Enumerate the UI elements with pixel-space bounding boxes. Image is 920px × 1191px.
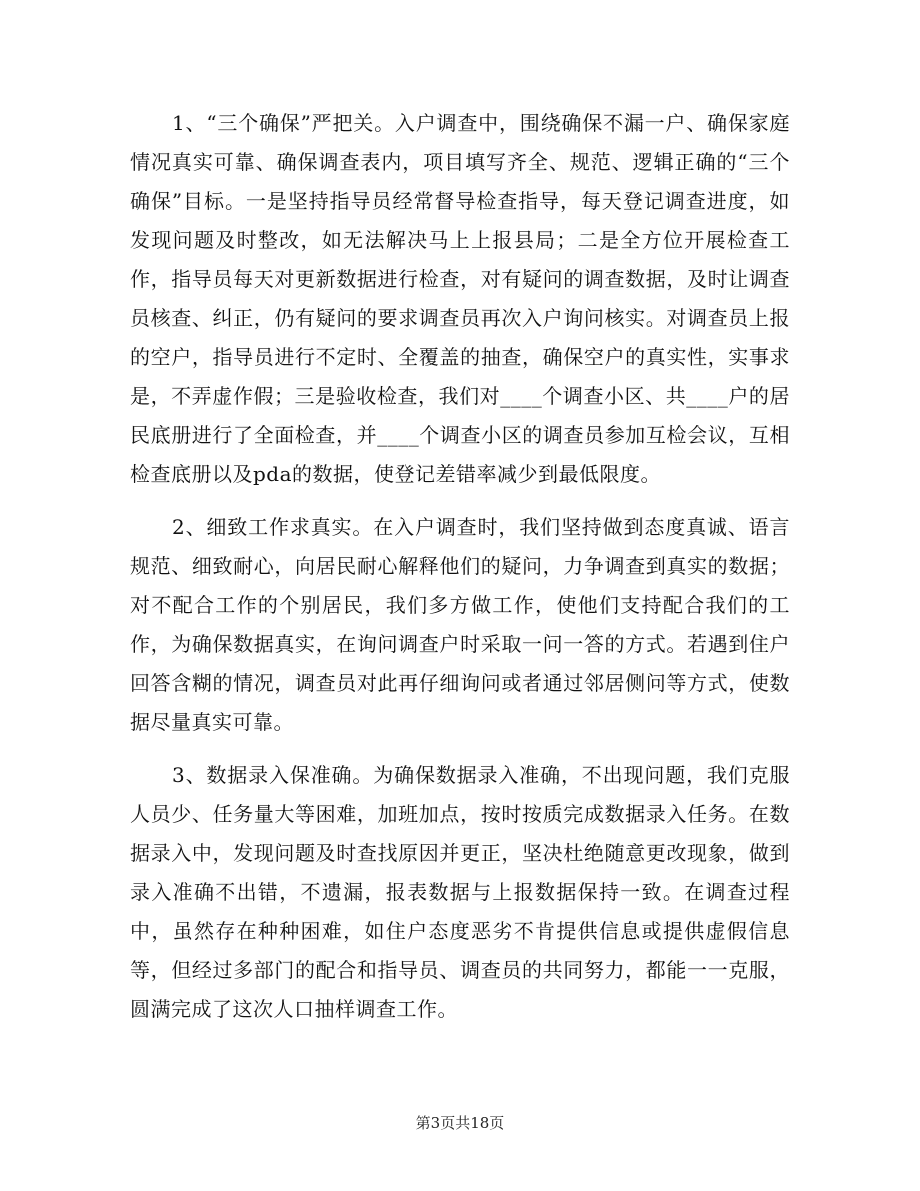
paragraph-1: 1、“三个确保”严把关。入户调查中，围绕确保不漏一户、确保家庭情况真实可靠、确保调查表内，项目填写齐全、规范、逻辑正确的“三个确保”目标。一是坚持指导员经常督导检查指导，每天登记调查进度，如发现问题及时整改，如无法解决马上上报县局；二是全方位开展检查工作，指导员每天对更新数据进行检查，对有疑问的调查数据，及时让调查员核查、纠正，仍有疑问的要求调查员再次入户询问核实。对调查员上报的空户，指导员进行不定时、全覆盖的抽查，确保空户的真实性，实事求是，不弄虚作假；三是验收检查，我们对____个调查小区、共____户的居民底册进行了全面检查，并____个调查小区的调查员参加互检会议，互相检查底册以及pda的数据，使登记差错率减少到最低限度。 [130, 111, 790, 486]
paragraph-2: 2、细致工作求真实。在入户调查时，我们坚持做到态度真诚、语言规范、细致耐心，向居民耐心解释他们的疑问，力争调查到真实的数据；对不配合工作的个别居民，我们多方做工作，使他们支持配合我们的工作，为确保数据真实，在询问调查户时采取一问一答的方式。若遇到住户回答含糊的情况，调查员对此再仔细询问或者通过邻居侧问等方式，使数据尽量真实可靠。 [130, 515, 790, 734]
page-number-footer: 第3页共18页 [415, 1114, 505, 1132]
paragraph-3: 3、数据录入保准确。为确保数据录入准确，不出现问题，我们克服人员少、任务量大等困难，加班加点，按时按质完成数据录入任务。在数据录入中，发现问题及时查找原因并更正，坚决杜绝随意更改现象，做到录入准确不出错，不遗漏，报表数据与上报数据保持一致。在调查过程中，虽然存在种种困难，如住户态度恶劣不肯提供信息或提供虚假信息等，但经过多部门的配合和指导员、调查员的共同努力，都能一一克服，圆满完成了这次人口抽样调查工作。 [130, 763, 790, 1021]
document-body [130, 104, 790, 1043]
